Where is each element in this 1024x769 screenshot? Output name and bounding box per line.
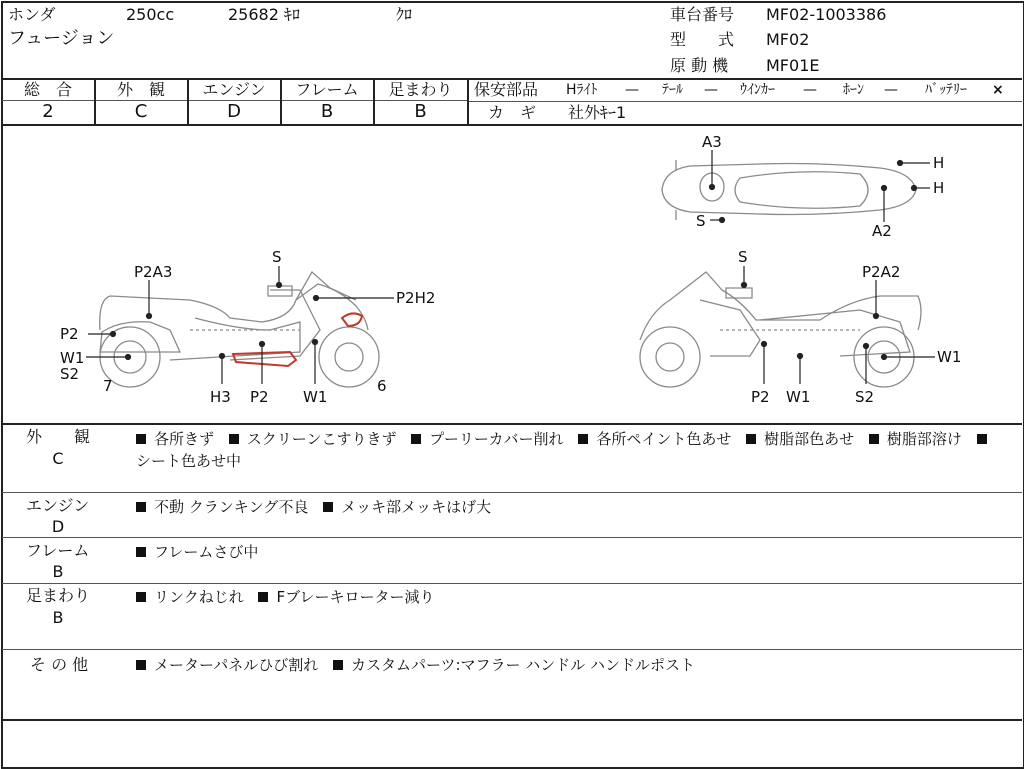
note-item: メッキ部メッキはげ大 bbox=[323, 498, 491, 516]
diagram-label: P2 bbox=[60, 325, 79, 343]
note-item: 樹脂部色あせ bbox=[746, 430, 854, 448]
key-value: 社外ｷｰ1 bbox=[568, 103, 627, 122]
diagram-label: S bbox=[272, 248, 282, 266]
diagram-label: P2H2 bbox=[396, 289, 436, 307]
note-frame-label: フレーム bbox=[26, 541, 90, 560]
note-frame-items bbox=[136, 541, 1006, 563]
grade-frame-label: フレーム bbox=[295, 80, 359, 99]
note-item: 各所ペイント色あせ bbox=[578, 430, 731, 448]
diagram-label: H bbox=[933, 154, 945, 172]
grade-overall-label: 総 合 bbox=[23, 80, 72, 99]
divider bbox=[2, 492, 1022, 493]
displacement: 250cc bbox=[126, 5, 175, 24]
divider bbox=[2, 537, 1022, 538]
grade-engine-value: D bbox=[227, 101, 241, 122]
engine-value: MF01E bbox=[766, 56, 820, 75]
grade-exterior-label: 外 観 bbox=[116, 80, 165, 99]
note-suspension-label: 足まわり bbox=[26, 586, 91, 605]
diagram-label: H3 bbox=[210, 388, 231, 406]
grade-suspension-label: 足まわり bbox=[388, 80, 453, 99]
note-item: リンクねじれ bbox=[136, 588, 244, 606]
note-item: 各所きず bbox=[136, 430, 214, 448]
type-label: 型 式 bbox=[670, 30, 735, 49]
note-other-items bbox=[136, 654, 1006, 676]
type-value: MF02 bbox=[766, 30, 810, 49]
divider bbox=[2, 423, 1022, 425]
note-item: 不動 クランキング不良 bbox=[136, 498, 308, 516]
right-view-sketch bbox=[640, 272, 921, 387]
safety-battery: ﾊﾞｯﾃﾘｰ bbox=[925, 82, 967, 98]
note-item: 樹脂部溶け bbox=[869, 430, 962, 448]
diagram-label: H bbox=[933, 179, 945, 197]
note-other-label: そ の 他 bbox=[30, 655, 89, 674]
model-name: フュージョン bbox=[8, 28, 115, 49]
note-item: Fブレーキローター減り bbox=[258, 588, 434, 606]
diagram-label: P2 bbox=[250, 388, 269, 406]
diagram-label: P2 bbox=[751, 388, 770, 406]
diagram-label: W1 bbox=[786, 388, 811, 406]
note-item: プーリーカバー削れ bbox=[411, 430, 563, 448]
safety-horn-status: — bbox=[884, 82, 898, 98]
divider bbox=[468, 101, 1022, 102]
note-item: スクリーンこすりきず bbox=[229, 430, 397, 448]
diagram-label: S bbox=[738, 248, 748, 266]
note-item: カスタムパーツ:マフラー ハンドル ハンドルポスト bbox=[333, 656, 695, 674]
diagram-label: A3 bbox=[702, 133, 722, 151]
diagram-label: 6 bbox=[377, 377, 387, 395]
safety-headlight: Hﾗｲﾄ bbox=[566, 82, 598, 98]
note-frame-grade: B bbox=[52, 562, 64, 581]
diagram-label: A2 bbox=[872, 222, 892, 240]
safety-winker-status: — bbox=[803, 82, 817, 98]
grade-exterior-value: C bbox=[134, 101, 148, 122]
key-label: カ ギ bbox=[488, 103, 537, 122]
note-engine-label: エンジン bbox=[26, 496, 90, 515]
diagram-label: W1 bbox=[937, 348, 962, 366]
grade-engine-label: エンジン bbox=[202, 80, 266, 99]
maker: ホンダ bbox=[8, 5, 56, 24]
divider bbox=[2, 583, 1022, 584]
safety-battery-status: × bbox=[992, 82, 1004, 98]
safety-tail: ﾃｰﾙ bbox=[662, 82, 683, 98]
note-item: メーターパネルひび割れ bbox=[136, 656, 318, 674]
divider bbox=[467, 79, 469, 125]
diagram-label: W1 bbox=[60, 349, 85, 367]
diagram-label: S2 bbox=[855, 388, 875, 406]
grade-suspension-value: B bbox=[414, 101, 427, 122]
divider bbox=[2, 719, 1022, 721]
frame-no: MF02-1003386 bbox=[766, 5, 887, 24]
grade-frame-value: B bbox=[320, 101, 334, 122]
safety-tail-status: — bbox=[704, 82, 718, 98]
safety-headlight-status: — bbox=[625, 82, 639, 98]
diagram-label: 7 bbox=[103, 377, 113, 395]
divider bbox=[2, 649, 1022, 650]
diagram-label: P2A3 bbox=[134, 263, 173, 281]
diagram-label: W1 bbox=[303, 388, 328, 406]
safety-winker: ｳｲﾝｶｰ bbox=[740, 82, 775, 98]
safety-label: 保安部品 bbox=[474, 80, 539, 99]
note-suspension-items bbox=[136, 586, 1006, 608]
safety-horn: ﾎｰﾝ bbox=[843, 82, 864, 98]
note-exterior-items bbox=[136, 428, 1006, 472]
note-item: シート色あせ中 bbox=[136, 430, 995, 470]
note-engine-items bbox=[136, 496, 1006, 518]
diagram-label: S bbox=[696, 212, 706, 230]
frame-no-label: 車台番号 bbox=[670, 5, 735, 24]
left-view-sketch bbox=[100, 272, 379, 387]
diagram-label: S2 bbox=[60, 365, 80, 383]
grade-overall-value: 2 bbox=[42, 101, 54, 122]
note-item: フレームさび中 bbox=[136, 543, 258, 561]
note-exterior-grade: C bbox=[52, 449, 64, 468]
diagram-label: P2A2 bbox=[862, 263, 901, 281]
engine-label: 原 動 機 bbox=[670, 56, 729, 75]
note-engine-grade: D bbox=[51, 517, 65, 536]
mileage: 25682 ｷﾛ bbox=[228, 5, 300, 24]
top-view-sketch bbox=[662, 160, 916, 220]
color: ｸﾛ bbox=[396, 5, 413, 24]
note-suspension-grade: B bbox=[52, 608, 64, 627]
note-exterior-label: 外 観 bbox=[26, 427, 91, 446]
